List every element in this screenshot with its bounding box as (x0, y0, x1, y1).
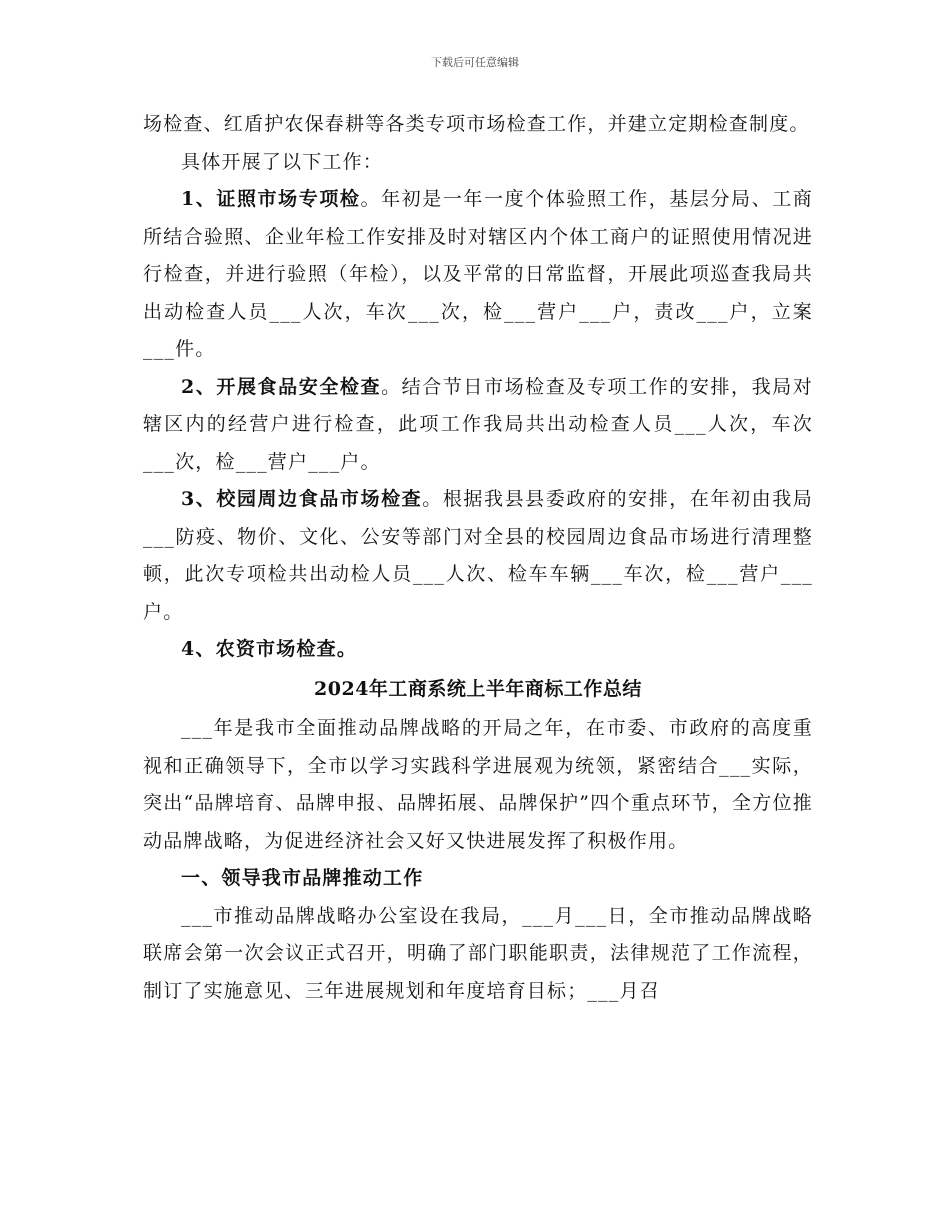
paragraph-lead: 2、开展食品安全检查 (181, 375, 382, 398)
paragraph (143, 631, 813, 669)
paragraph-text: 。结合节日市场检查及专项工作的安排，我局对辖区内的经营户进行检查，此项工作我局共出动检查人员___人次，车次___次，检___营户___户。 (143, 375, 813, 473)
paragraph-lead: 4、农资市场检查。 (181, 638, 358, 660)
paragraph: 具体开展了以下工作： (181, 150, 384, 173)
section-heading: 一、领导我市品牌推动工作 (181, 867, 424, 889)
paragraph: 场检查、红盾护农保春耕等各类专项市场检查工作，并建立定期检查制度。 (143, 113, 810, 135)
document-body (143, 106, 813, 1010)
page-header: 下载后可任意编辑 (431, 56, 519, 69)
section-title: 2024年工商系统上半年商标工作总结 (314, 677, 642, 700)
paragraph-lead: 3、校园周边食品市场检查 (181, 488, 423, 510)
paragraph-lead: 1、证照市场专项检 (181, 188, 361, 210)
paragraph-text: 。根据我县县委政府的安排，在年初由我局___防疫、物价、文化、公安等部门对全县的校园周边食品市场进行清理整顿，此次专项检共出动检人员___人次、检车车辆___车次，检___营户___户。 (143, 488, 813, 623)
paragraph: ___年是我市全面推动品牌战略的开局之年，在市委、市政府的高度重视和正确领导下，全市以学习实践科学进展观为统领，紧密结合___实际，突出“品牌培育、品牌申报、品牌拓展、品牌保护”四个重点环节，全方位推动品牌战略，为促进经济社会又好又快进展发挥了积极作用。 (143, 717, 813, 852)
paragraph (143, 481, 813, 631)
paragraph (143, 181, 813, 369)
paragraph: ___市推动品牌战略办公室设在我局，___月___日，全市推动品牌战略联席会第一次会议正式召开，明确了部门职能职责，法律规范了工作流程，制订了实施意见、三年进展规划和年度培育目标；___月召 (143, 904, 813, 1002)
paragraph (143, 369, 813, 482)
paragraph (143, 860, 813, 898)
paragraph-text: 。年初是一年一度个体验照工作，基层分局、工商所结合验照、企业年检工作安排及时对辖区内个体工商户的证照使用情况进行检查，并进行验照（年检），以及平常的日常监督，开展此项巡查我局共出动检查人员___人次，车次___次，检___营户___户，责改___户，立案___件。 (143, 188, 813, 360)
